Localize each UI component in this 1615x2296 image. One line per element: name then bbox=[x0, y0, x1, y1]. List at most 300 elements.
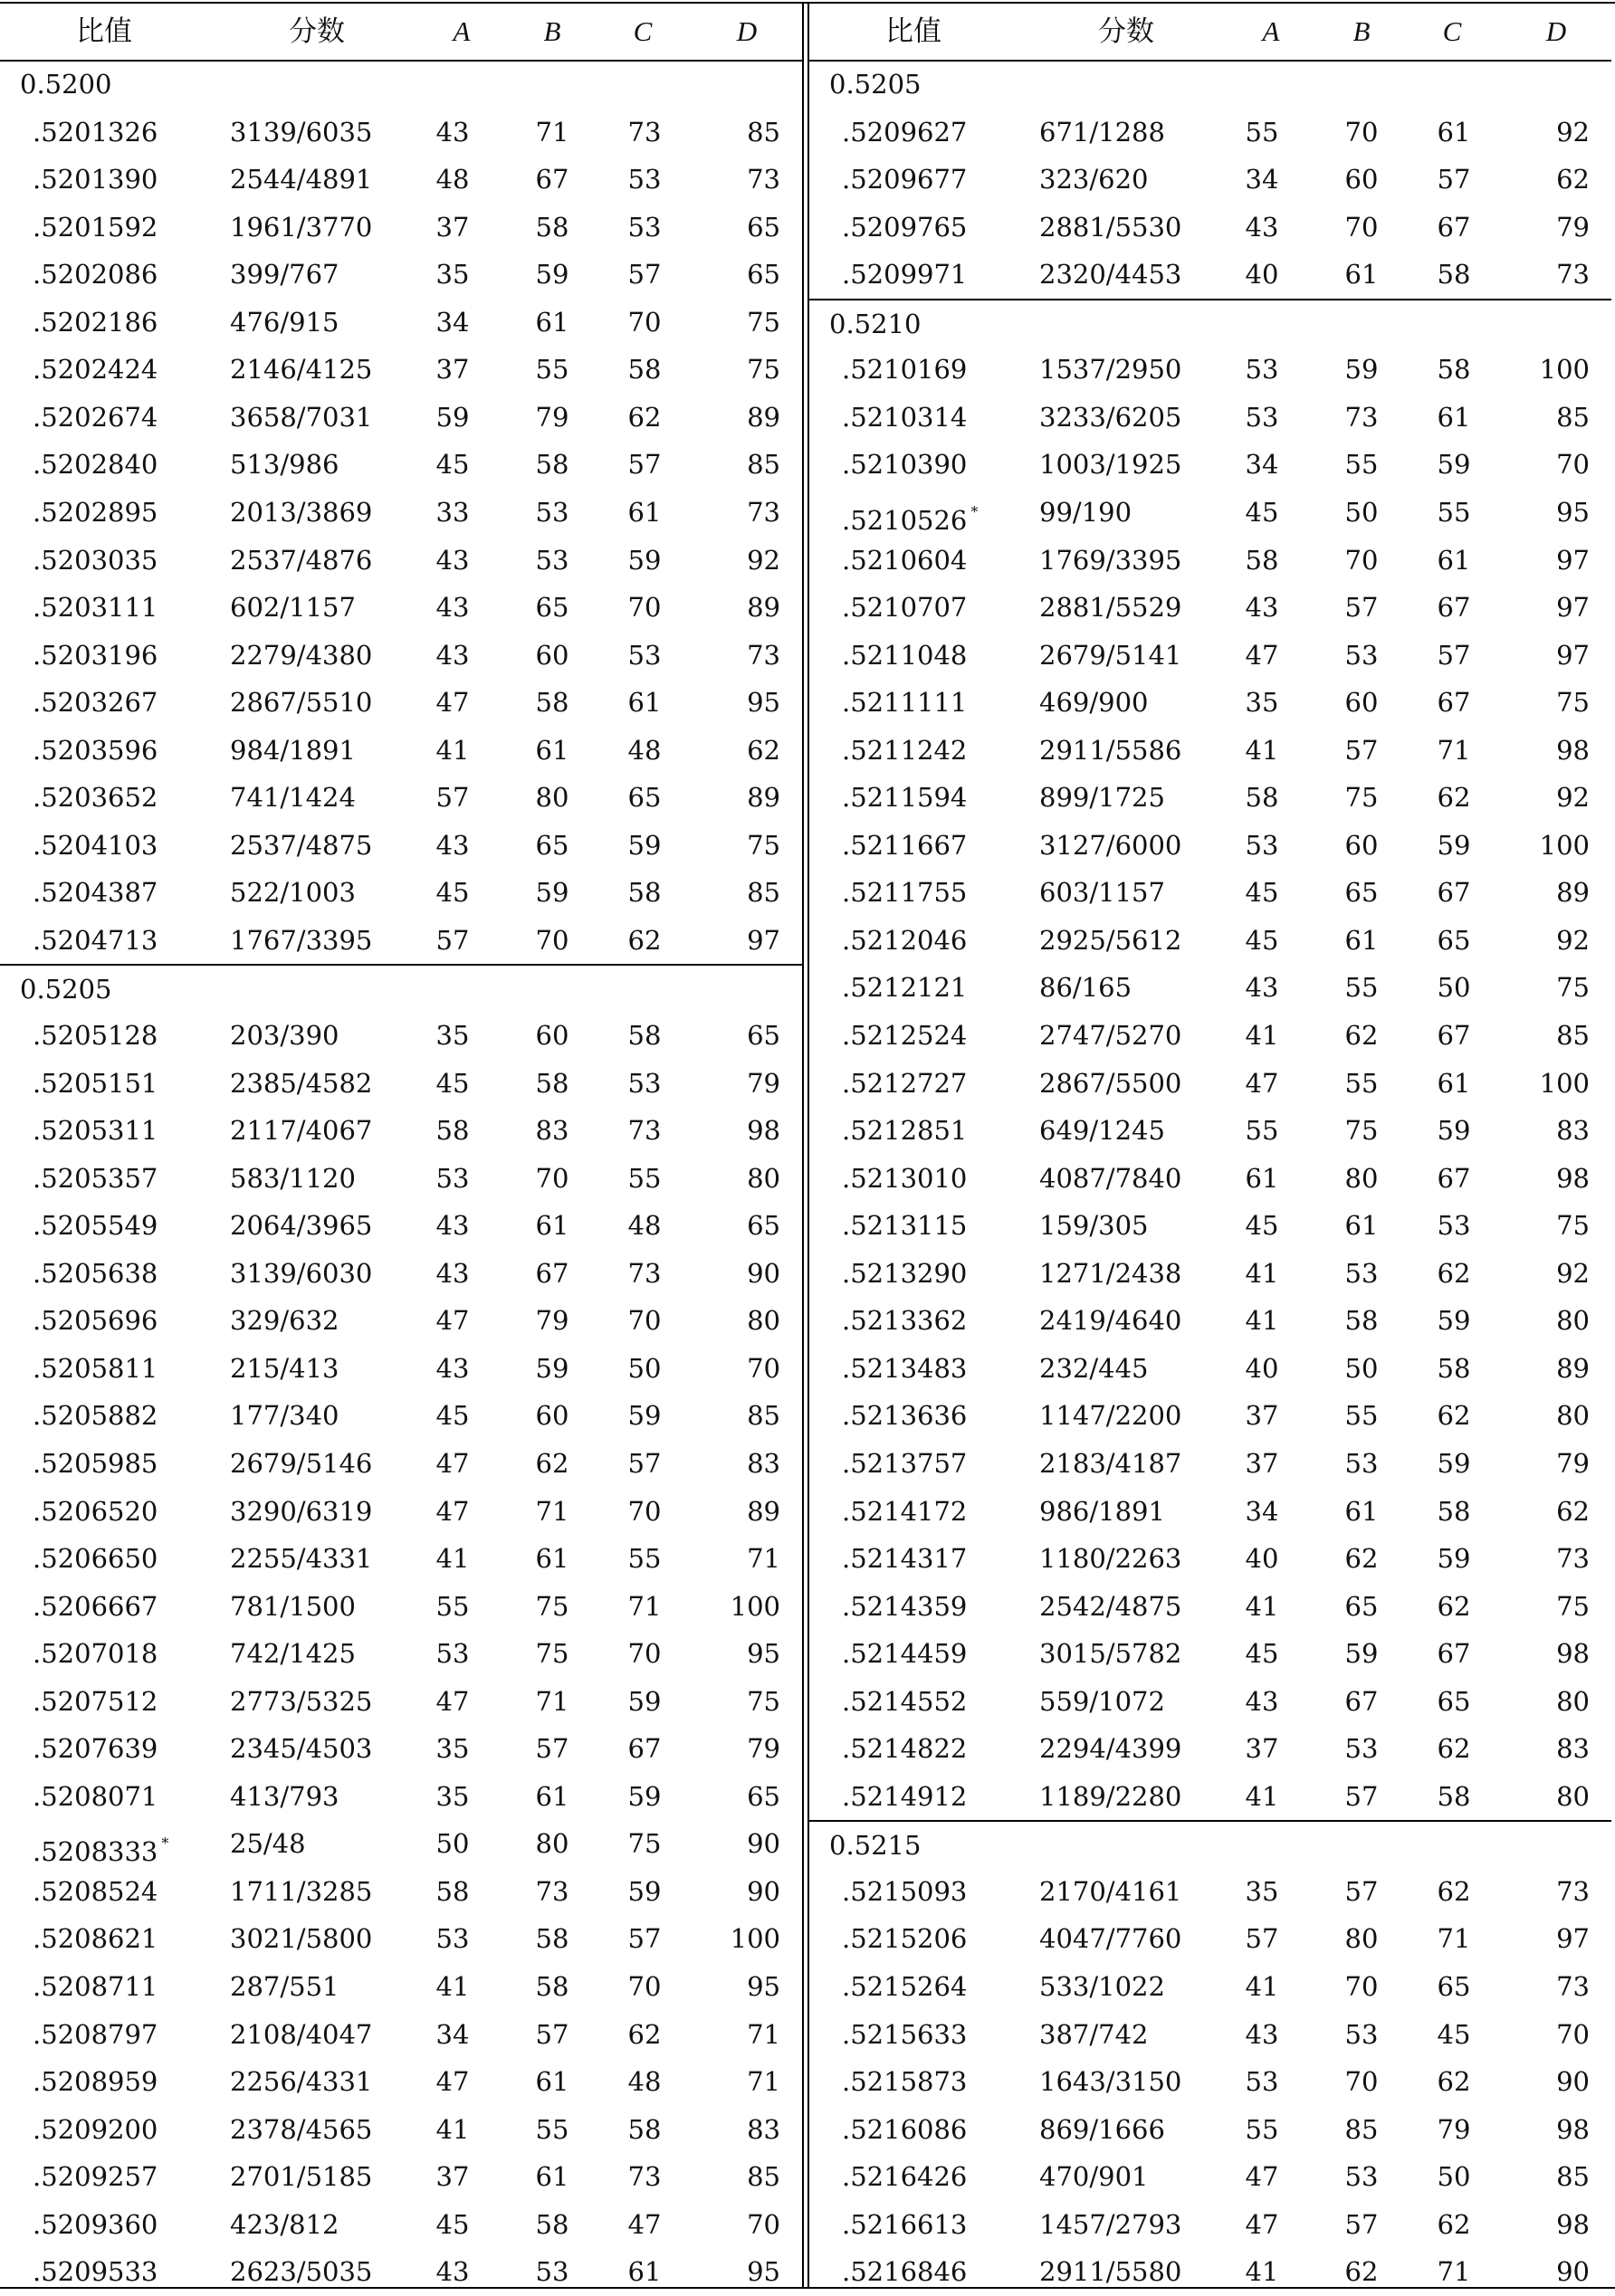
ratio-value: .5212727 bbox=[842, 1067, 968, 1099]
fraction-cell: 3233/6205 bbox=[1039, 401, 1182, 433]
fraction-cell: 476/915 bbox=[230, 306, 339, 338]
ratio-cell bbox=[33, 2153, 158, 2200]
a-cell: 41 bbox=[1245, 1780, 1279, 1812]
table-row bbox=[0, 1773, 802, 1821]
fraction-cell: 2773/5325 bbox=[230, 1685, 373, 1717]
a-cell: 45 bbox=[1245, 496, 1279, 528]
table-row bbox=[809, 1773, 1611, 1821]
b-cell: 65 bbox=[1344, 1590, 1379, 1622]
table-row bbox=[0, 1488, 802, 1536]
fraction-cell: 2378/4565 bbox=[230, 2113, 373, 2145]
a-cell: 41 bbox=[1245, 734, 1279, 766]
b-cell: 58 bbox=[1344, 1305, 1379, 1337]
d-cell: 73 bbox=[1556, 1543, 1590, 1575]
b-cell: 85 bbox=[1344, 2113, 1379, 2145]
b-cell: 57 bbox=[535, 1733, 569, 1765]
fraction-cell: 2170/4161 bbox=[1039, 1875, 1182, 1907]
b-cell: 65 bbox=[535, 829, 569, 861]
table-row bbox=[809, 109, 1611, 157]
fraction-cell: 1271/2438 bbox=[1039, 1257, 1182, 1289]
table-row bbox=[809, 1392, 1611, 1440]
a-cell: 47 bbox=[435, 2066, 470, 2098]
fraction-cell: 2320/4453 bbox=[1039, 259, 1182, 291]
ratio-value: .5213115 bbox=[842, 1210, 968, 1242]
ratio-value: .5214317 bbox=[842, 1543, 968, 1575]
c-cell: 58 bbox=[1437, 259, 1471, 291]
a-cell: 47 bbox=[435, 687, 470, 719]
d-cell: 92 bbox=[1556, 1257, 1590, 1289]
d-cell: 73 bbox=[1556, 259, 1590, 291]
b-cell: 61 bbox=[535, 306, 569, 338]
ratio-value: .5212046 bbox=[842, 924, 968, 956]
d-cell: 73 bbox=[1556, 1971, 1590, 2002]
fraction-cell: 741/1424 bbox=[230, 782, 356, 814]
header-ratio: 比值 bbox=[76, 15, 132, 48]
a-cell: 43 bbox=[435, 1352, 470, 1384]
c-cell: 59 bbox=[627, 1685, 662, 1717]
a-cell: 58 bbox=[1245, 544, 1279, 576]
ratio-cell bbox=[33, 346, 158, 393]
fraction-cell: 1643/3150 bbox=[1039, 2066, 1182, 2098]
d-cell: 85 bbox=[747, 2161, 780, 2193]
ratio-value: .5213010 bbox=[842, 1162, 968, 1194]
b-cell: 79 bbox=[535, 1305, 569, 1337]
c-cell: 61 bbox=[1437, 116, 1471, 148]
b-cell: 58 bbox=[535, 2208, 569, 2240]
table-row bbox=[0, 2201, 802, 2249]
fraction-cell: 869/1666 bbox=[1039, 2113, 1165, 2145]
a-cell: 45 bbox=[1245, 924, 1279, 956]
b-cell: 62 bbox=[1344, 1543, 1379, 1575]
d-cell: 75 bbox=[747, 1685, 780, 1717]
c-cell: 50 bbox=[1437, 972, 1471, 1004]
a-cell: 61 bbox=[1245, 1162, 1279, 1194]
table-row bbox=[809, 1107, 1611, 1155]
b-cell: 80 bbox=[535, 782, 569, 814]
table-header bbox=[0, 4, 802, 62]
ratio-cell bbox=[842, 1107, 967, 1154]
d-cell: 98 bbox=[1556, 1638, 1590, 1670]
ratio-cell bbox=[842, 251, 967, 298]
b-cell: 61 bbox=[1344, 259, 1379, 291]
ratio-cell bbox=[842, 346, 967, 393]
a-cell: 53 bbox=[1245, 2066, 1279, 2098]
b-cell: 61 bbox=[535, 2066, 569, 2098]
ratio-cell bbox=[33, 1012, 158, 1059]
ratio-cell bbox=[33, 1583, 158, 1630]
c-cell: 59 bbox=[1437, 1543, 1471, 1575]
ratio-value: .5201326 bbox=[33, 116, 158, 148]
fraction-cell: 2911/5586 bbox=[1039, 734, 1182, 766]
ratio-cell bbox=[33, 2106, 158, 2153]
d-cell: 75 bbox=[1556, 972, 1590, 1004]
d-cell: 90 bbox=[747, 1875, 780, 1907]
ratio-value: .5205311 bbox=[33, 1115, 158, 1147]
d-cell: 89 bbox=[1556, 1352, 1590, 1384]
d-cell: 89 bbox=[747, 401, 780, 433]
ratio-value: .5208711 bbox=[33, 1971, 158, 2002]
ratio-value: .5203196 bbox=[33, 639, 158, 671]
fraction-cell: 2256/4331 bbox=[230, 2066, 373, 2098]
a-cell: 58 bbox=[435, 1875, 470, 1907]
b-cell: 58 bbox=[535, 687, 569, 719]
a-cell: 43 bbox=[435, 592, 470, 624]
table-row bbox=[809, 2248, 1611, 2296]
ratio-cell bbox=[842, 632, 967, 679]
d-cell: 83 bbox=[1556, 1733, 1590, 1765]
c-cell: 75 bbox=[627, 1828, 662, 1860]
table-header bbox=[809, 4, 1611, 62]
ratio-cell bbox=[33, 632, 158, 679]
c-cell: 57 bbox=[627, 1923, 662, 1955]
table-row bbox=[0, 1202, 802, 1250]
fraction-cell: 2544/4891 bbox=[230, 164, 373, 195]
d-cell: 90 bbox=[1556, 2256, 1590, 2288]
b-cell: 55 bbox=[1344, 449, 1379, 481]
d-cell: 89 bbox=[1556, 877, 1590, 909]
a-cell: 41 bbox=[435, 2113, 470, 2145]
ratio-cell bbox=[33, 1392, 158, 1439]
a-cell: 45 bbox=[1245, 1638, 1279, 1670]
ratio-cell bbox=[33, 1868, 158, 1915]
b-cell: 61 bbox=[535, 734, 569, 766]
ratio-cell bbox=[33, 2011, 158, 2058]
d-cell: 98 bbox=[1556, 2113, 1590, 2145]
c-cell: 70 bbox=[627, 1971, 662, 2002]
table-row bbox=[0, 1820, 802, 1868]
ratio-cell bbox=[33, 156, 158, 203]
fraction-cell: 399/767 bbox=[230, 259, 339, 291]
d-cell: 90 bbox=[747, 1828, 780, 1860]
fraction-cell: 2279/4380 bbox=[230, 639, 373, 671]
fraction-cell: 513/986 bbox=[230, 449, 339, 481]
a-cell: 34 bbox=[1245, 164, 1279, 195]
ratio-value: .5214172 bbox=[842, 1495, 968, 1527]
ratio-cell bbox=[33, 917, 158, 964]
table-row bbox=[0, 774, 802, 822]
ratio-cell bbox=[842, 1012, 967, 1059]
fraction-cell: 3139/6035 bbox=[230, 116, 373, 148]
ratio-cell bbox=[842, 1060, 967, 1107]
fraction-cell: 2183/4187 bbox=[1039, 1447, 1182, 1479]
c-cell: 45 bbox=[1437, 2018, 1471, 2050]
c-cell: 62 bbox=[627, 2018, 662, 2050]
ratio-cell bbox=[842, 964, 967, 1011]
c-cell: 59 bbox=[1437, 1305, 1471, 1337]
a-cell: 45 bbox=[435, 449, 470, 481]
c-cell: 70 bbox=[627, 1638, 662, 1670]
ratio-cell bbox=[842, 1868, 967, 1915]
c-cell: 67 bbox=[1437, 211, 1471, 243]
b-cell: 57 bbox=[1344, 734, 1379, 766]
ratio-cell bbox=[842, 2058, 967, 2105]
fraction-cell: 2255/4331 bbox=[230, 1543, 373, 1575]
c-cell: 59 bbox=[1437, 1115, 1471, 1147]
ratio-cell bbox=[842, 1678, 967, 1725]
c-cell: 67 bbox=[627, 1733, 662, 1765]
fraction-cell: 4047/7760 bbox=[1039, 1923, 1182, 1955]
c-cell: 62 bbox=[1437, 782, 1471, 814]
table-row bbox=[0, 109, 802, 157]
table-row bbox=[809, 394, 1611, 442]
a-cell: 45 bbox=[435, 1067, 470, 1099]
fraction-cell: 2679/5146 bbox=[230, 1447, 373, 1479]
table-row bbox=[809, 584, 1611, 632]
d-cell: 95 bbox=[747, 2256, 780, 2288]
ratio-cell bbox=[33, 1440, 158, 1487]
b-cell: 57 bbox=[1344, 1875, 1379, 1907]
c-cell: 65 bbox=[1437, 1685, 1471, 1717]
ratio-cell bbox=[842, 2248, 967, 2295]
ratio-value: .5216086 bbox=[842, 2113, 968, 2145]
table-row bbox=[0, 537, 802, 585]
table-row bbox=[0, 1535, 802, 1583]
table-row bbox=[809, 1202, 1611, 1250]
fraction-cell: 781/1500 bbox=[230, 1590, 356, 1622]
d-cell: 100 bbox=[1539, 829, 1590, 861]
a-cell: 43 bbox=[1245, 592, 1279, 624]
c-cell: 62 bbox=[1437, 2066, 1471, 2098]
c-cell: 59 bbox=[1437, 449, 1471, 481]
b-cell: 55 bbox=[1344, 1067, 1379, 1099]
ratio-cell bbox=[33, 1060, 158, 1107]
ratio-value: .5205549 bbox=[33, 1210, 158, 1242]
d-cell: 98 bbox=[747, 1115, 780, 1147]
b-cell: 62 bbox=[535, 1447, 569, 1479]
fraction-cell: 159/305 bbox=[1039, 1210, 1149, 1242]
fraction-cell: 2146/4125 bbox=[230, 354, 373, 386]
b-cell: 61 bbox=[1344, 1495, 1379, 1527]
ratio-cell bbox=[33, 1345, 158, 1392]
d-cell: 92 bbox=[1556, 924, 1590, 956]
table-row bbox=[809, 2201, 1611, 2249]
b-cell: 67 bbox=[535, 1257, 569, 1289]
table-row bbox=[809, 1725, 1611, 1773]
ratio-value: .5214822 bbox=[842, 1733, 968, 1765]
ratio-value: .5208333 bbox=[33, 1836, 158, 1868]
ratio-cell bbox=[842, 2011, 967, 2058]
ratio-cell bbox=[33, 1488, 158, 1535]
ratio-cell bbox=[33, 1155, 158, 1202]
c-cell: 57 bbox=[1437, 164, 1471, 195]
ratio-cell bbox=[33, 1250, 158, 1297]
fraction-cell: 742/1425 bbox=[230, 1638, 356, 1670]
ratio-value: .5209200 bbox=[33, 2113, 158, 2145]
ratio-cell bbox=[842, 1583, 967, 1630]
c-cell: 67 bbox=[1437, 1020, 1471, 1051]
ratio-value: .5205357 bbox=[33, 1162, 158, 1194]
d-cell: 90 bbox=[1556, 2066, 1590, 2098]
table-row bbox=[809, 727, 1611, 775]
b-cell: 58 bbox=[535, 1971, 569, 2002]
table-row bbox=[0, 251, 802, 299]
ratio-value: .5213757 bbox=[842, 1447, 968, 1479]
ratio-value: .5205985 bbox=[33, 1447, 158, 1479]
c-cell: 67 bbox=[1437, 1638, 1471, 1670]
ratio-value: .5215264 bbox=[842, 1971, 968, 2002]
table-row bbox=[809, 1915, 1611, 1963]
c-cell: 61 bbox=[1437, 1067, 1471, 1099]
group-heading-row bbox=[0, 964, 802, 1012]
d-cell: 75 bbox=[747, 306, 780, 338]
b-cell: 55 bbox=[535, 2113, 569, 2145]
ratio-value: .5205882 bbox=[33, 1400, 158, 1432]
c-cell: 67 bbox=[1437, 1162, 1471, 1194]
table-row bbox=[809, 537, 1611, 585]
table-row bbox=[0, 1012, 802, 1060]
fraction-cell: 1711/3285 bbox=[230, 1875, 373, 1907]
ratio-value: .5207018 bbox=[33, 1638, 158, 1670]
d-cell: 75 bbox=[1556, 1590, 1590, 1622]
a-cell: 41 bbox=[1245, 1257, 1279, 1289]
ratio-value: .5216613 bbox=[842, 2208, 968, 2240]
a-cell: 47 bbox=[1245, 2161, 1279, 2193]
ratio-value: .5202895 bbox=[33, 496, 158, 528]
a-cell: 41 bbox=[1245, 2256, 1279, 2288]
d-cell: 85 bbox=[747, 449, 780, 481]
b-cell: 57 bbox=[1344, 1780, 1379, 1812]
table-row bbox=[0, 2248, 802, 2296]
ratio-value: .5209677 bbox=[842, 164, 968, 195]
fraction-cell: 2623/5035 bbox=[230, 2256, 373, 2288]
b-cell: 60 bbox=[535, 1400, 569, 1432]
ratio-value: .5204387 bbox=[33, 877, 158, 909]
d-cell: 79 bbox=[1556, 211, 1590, 243]
table-row bbox=[809, 822, 1611, 870]
ratio-value: .5203267 bbox=[33, 687, 158, 719]
fraction-cell: 986/1891 bbox=[1039, 1495, 1165, 1527]
ratio-cell bbox=[33, 869, 158, 916]
ratio-cell bbox=[33, 1297, 158, 1344]
ratio-value: .5202186 bbox=[33, 306, 158, 338]
a-cell: 47 bbox=[435, 1447, 470, 1479]
d-cell: 89 bbox=[747, 1495, 780, 1527]
d-cell: 71 bbox=[747, 1543, 780, 1575]
b-cell: 53 bbox=[535, 2256, 569, 2288]
fraction-cell: 559/1072 bbox=[1039, 1685, 1165, 1717]
ratio-cell bbox=[842, 1773, 967, 1820]
ratio-value: .5216846 bbox=[842, 2256, 968, 2288]
ratio-cell bbox=[842, 869, 967, 916]
ratio-value: .5210314 bbox=[842, 401, 968, 433]
table-row bbox=[809, 1868, 1611, 1916]
ratio-value: .5201390 bbox=[33, 164, 158, 195]
b-cell: 53 bbox=[1344, 639, 1379, 671]
c-cell: 59 bbox=[1437, 1447, 1471, 1479]
ratio-cell bbox=[33, 679, 158, 726]
b-cell: 53 bbox=[1344, 1447, 1379, 1479]
d-cell: 97 bbox=[1556, 592, 1590, 624]
b-cell: 61 bbox=[535, 1780, 569, 1812]
ratio-value: .5209533 bbox=[33, 2256, 158, 2288]
fraction-cell: 2108/4047 bbox=[230, 2018, 373, 2050]
c-cell: 62 bbox=[1437, 1257, 1471, 1289]
ratio-cell bbox=[842, 1250, 967, 1297]
ratio-cell bbox=[842, 1345, 967, 1392]
b-cell: 61 bbox=[535, 1543, 569, 1575]
table-row bbox=[809, 917, 1611, 965]
fraction-cell: 3658/7031 bbox=[230, 401, 373, 433]
a-cell: 41 bbox=[435, 1971, 470, 2002]
table-row bbox=[809, 2058, 1611, 2106]
d-cell: 83 bbox=[1556, 1115, 1590, 1147]
center-divider-left bbox=[802, 2, 804, 2289]
ratio-value: .5208797 bbox=[33, 2018, 158, 2050]
a-cell: 53 bbox=[435, 1162, 470, 1194]
a-cell: 53 bbox=[1245, 354, 1279, 386]
table-row bbox=[809, 1488, 1611, 1536]
ratio-cell bbox=[33, 537, 158, 584]
c-cell: 48 bbox=[627, 1210, 662, 1242]
ratio-value: .5205151 bbox=[33, 1067, 158, 1099]
ratio-value: .5204713 bbox=[33, 924, 158, 956]
a-cell: 35 bbox=[435, 1733, 470, 1765]
d-cell: 70 bbox=[1556, 2018, 1590, 2050]
a-cell: 41 bbox=[1245, 1590, 1279, 1622]
ratio-cell bbox=[33, 1630, 158, 1677]
c-cell: 70 bbox=[627, 1305, 662, 1337]
ratio-value: .5201592 bbox=[33, 211, 158, 243]
table-row bbox=[0, 1630, 802, 1678]
table-row bbox=[809, 679, 1611, 727]
table-row bbox=[0, 1060, 802, 1108]
c-cell: 67 bbox=[1437, 877, 1471, 909]
c-cell: 53 bbox=[627, 164, 662, 195]
header-b: B bbox=[1352, 15, 1371, 47]
header-fraction: 分数 bbox=[289, 15, 345, 48]
header-a: A bbox=[1262, 15, 1280, 47]
c-cell: 58 bbox=[1437, 1352, 1471, 1384]
table-row bbox=[0, 1915, 802, 1963]
a-cell: 45 bbox=[435, 2208, 470, 2240]
a-cell: 55 bbox=[1245, 1115, 1279, 1147]
table-row bbox=[809, 774, 1611, 822]
d-cell: 92 bbox=[1556, 116, 1590, 148]
b-cell: 75 bbox=[535, 1638, 569, 1670]
b-cell: 61 bbox=[535, 1210, 569, 1242]
ratio-value: .5214552 bbox=[842, 1685, 968, 1717]
b-cell: 67 bbox=[1344, 1685, 1379, 1717]
c-cell: 71 bbox=[1437, 734, 1471, 766]
d-cell: 73 bbox=[747, 164, 780, 195]
a-cell: 43 bbox=[435, 116, 470, 148]
a-cell: 45 bbox=[435, 1400, 470, 1432]
b-cell: 71 bbox=[535, 1495, 569, 1527]
fraction-cell: 1147/2200 bbox=[1039, 1400, 1182, 1432]
a-cell: 43 bbox=[435, 544, 470, 576]
table-row bbox=[809, 1060, 1611, 1108]
ratio-cell bbox=[842, 1202, 967, 1249]
group-heading-row bbox=[809, 299, 1611, 347]
d-cell: 83 bbox=[747, 1447, 780, 1479]
b-cell: 59 bbox=[1344, 354, 1379, 386]
d-cell: 89 bbox=[747, 782, 780, 814]
header-c: C bbox=[633, 15, 653, 47]
exact-ratio-marker: * bbox=[970, 502, 979, 520]
a-cell: 47 bbox=[435, 1685, 470, 1717]
ratio-cell bbox=[33, 2248, 158, 2295]
header-d: D bbox=[736, 15, 758, 47]
ratio-value: .5214912 bbox=[842, 1780, 968, 1812]
a-cell: 40 bbox=[1245, 259, 1279, 291]
d-cell: 80 bbox=[747, 1305, 780, 1337]
c-cell: 62 bbox=[627, 401, 662, 433]
c-cell: 58 bbox=[627, 2113, 662, 2145]
a-cell: 43 bbox=[435, 2256, 470, 2288]
c-cell: 61 bbox=[627, 687, 662, 719]
fraction-cell: 2867/5500 bbox=[1039, 1067, 1182, 1099]
d-cell: 80 bbox=[747, 1162, 780, 1194]
